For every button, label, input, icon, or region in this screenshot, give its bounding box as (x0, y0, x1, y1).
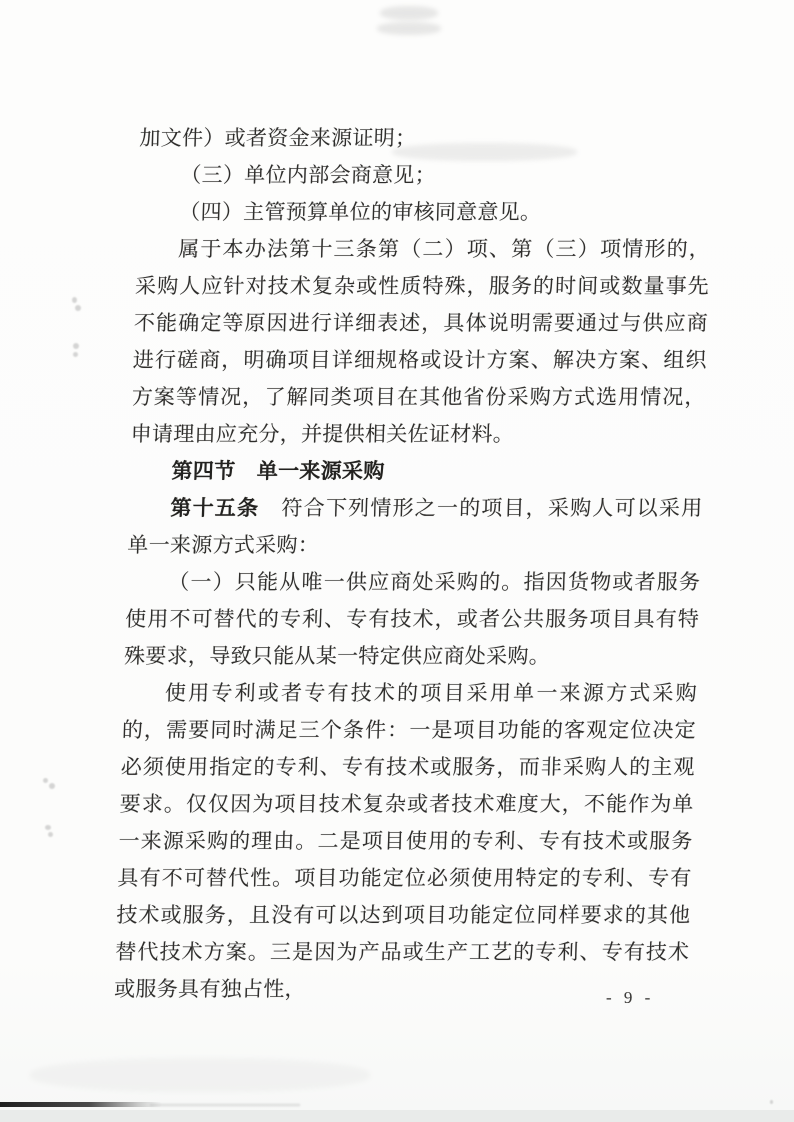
text-run: 属于本办法第十三条第（二）项、第（三）项情形的，采购人应针对技术复杂或性质特殊，服务的时间或数量事先不能确定等原因进行详细表述，具体说明需要通过与供应商进行磋商，明确项目详细规格或设计方案、解决方案、组织方案等情况，了解同类项目在其他省份采购方式选用情况，申请理由应充分，并提供相关佐证材料。 (130, 237, 711, 446)
text-run: （一）只能从唯一供应商处采购的。指因货物或者服务使用不可替代的专利、专有技术，或者公共服务项目具有特殊要求，导致只能从某一特定供应商处采购。 (123, 570, 701, 668)
text-run: （四）主管预算单位的审核同意意见。 (178, 200, 542, 224)
scan-speck (49, 783, 55, 789)
text-run: 加文件）或者资金来源证明； (139, 126, 417, 150)
scan-speck (73, 352, 78, 357)
scan-edge-line-faint (150, 1104, 300, 1106)
bold-run: 第十五条 (170, 496, 260, 520)
heading-section-four (129, 453, 704, 490)
scan-speck (73, 343, 79, 349)
para-item-four (137, 194, 712, 231)
para-patent-conditions (114, 675, 698, 1008)
text-run: （三）单位内部会商意见； (180, 163, 437, 187)
scan-edge-line (0, 1102, 162, 1107)
para-article13-explain (130, 231, 711, 453)
scan-speck (75, 305, 81, 311)
scan-bottom-shadow (0, 1110, 794, 1122)
page-number: - 9 - (606, 988, 655, 1007)
para-continuation (139, 120, 714, 157)
scan-speck (43, 778, 48, 783)
para-item-three (138, 157, 713, 194)
text-block (114, 120, 714, 1008)
para-item-one (124, 564, 701, 675)
para-article-fifteen (127, 490, 703, 564)
scan-speck (770, 1100, 773, 1104)
scan-speck (45, 825, 51, 830)
bleedthrough-smudge-top-2 (377, 22, 441, 35)
bleedthrough-smudge-bottom (30, 1058, 370, 1092)
text-run: 使用专利或者专有技术的项目采用单一来源方式采购的，需要同时满足三个条件：一是项目功能的客观定位决定必须使用指定的专利、专有技术或服务，而非采购人的主观要求。仅仅因为项目技术复杂或者技术难度大，不能作为单一来源采购的理由。二是项目使用的专利、专有技术或服务具有不可替代性。项目功能定位必须使用特定的专利、专有技术或服务，且没有可以达到项目功能定位同样要求的其他替代技术方案。三是因为产品或生产工艺的专利、专有技术或服务具有独占性， (113, 681, 698, 1001)
text-run: 符合下列情形之一的项目，采购人可以采用单一来源方式采购： (127, 496, 703, 557)
scan-speck (48, 832, 53, 837)
bold-run: 第四节 单一来源采购 (171, 459, 385, 483)
bleedthrough-smudge-top-1 (380, 6, 438, 20)
scan-speck (72, 297, 77, 303)
